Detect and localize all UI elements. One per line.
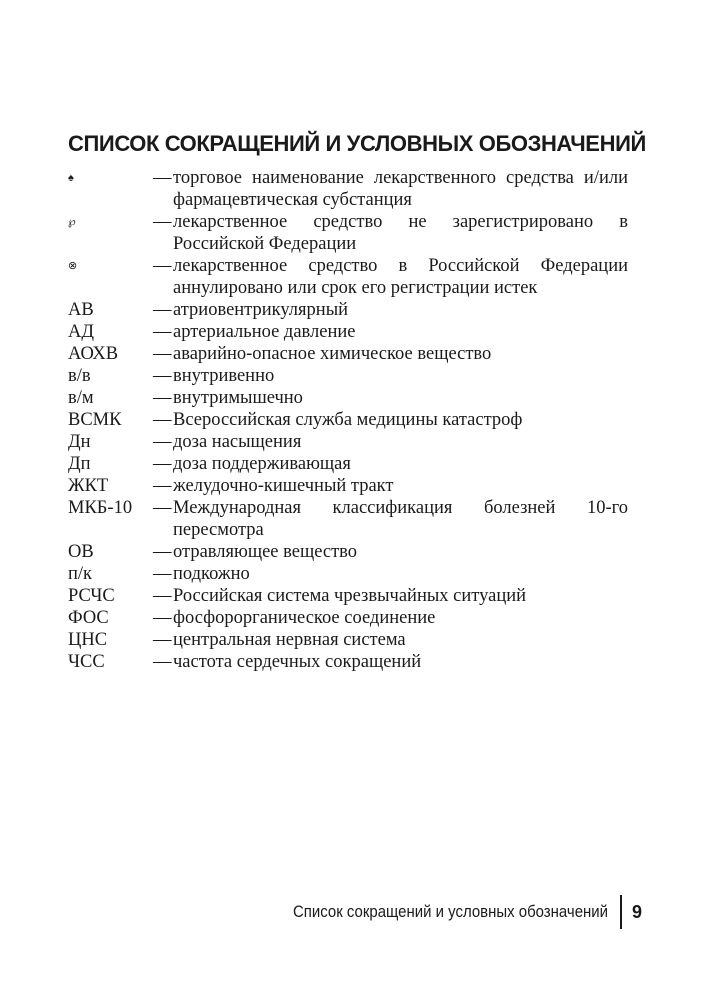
entry-abbreviation: ЦНС [68, 630, 108, 650]
entry-dash: — [153, 608, 172, 628]
entry-abbreviation: п/к [68, 564, 93, 584]
entry-abbreviation: Дп [68, 454, 91, 474]
entry-definition: Всероссийская служба медицины катастроф [173, 410, 523, 430]
abbreviation-list [68, 167, 628, 673]
list-item [68, 387, 628, 409]
list-item [68, 255, 628, 299]
entry-definition: центральная нервная система [173, 630, 406, 650]
list-item [68, 167, 628, 211]
entry-definition: лекарственное средство не зарегистрировано в Российской Федерации [173, 212, 628, 254]
entry-abbreviation: МКБ-10 [68, 498, 133, 518]
entry-abbreviation: АОХВ [68, 344, 119, 364]
entry-abbreviation: в/м [68, 388, 94, 408]
page-number: 9 [631, 901, 642, 922]
page-title: СПИСОК СОКРАЩЕНИЙ И УСЛОВНЫХ ОБОЗНАЧЕНИЙ [68, 131, 646, 156]
list-item [68, 651, 628, 673]
entry-dash: — [153, 586, 172, 606]
entry-dash: — [153, 542, 172, 562]
entry-abbreviation: ВСМК [68, 410, 122, 430]
entry-definition: торговое наименование лекарственного средства и/или фармацевтическая субстанция [173, 168, 628, 210]
entry-definition: внутривенно [173, 366, 275, 386]
entry-dash: — [153, 388, 172, 408]
entry-dash: — [153, 366, 172, 386]
entry-definition: желудочно-кишечный тракт [173, 476, 394, 496]
entry-abbreviation: ЖКТ [68, 476, 109, 496]
list-item [68, 585, 628, 607]
entry-abbreviation [68, 255, 153, 279]
entry-definition: Российская система чрезвычайных ситуаций [173, 586, 527, 606]
page-footer [250, 895, 642, 929]
entry-abbreviation: ОВ [68, 542, 94, 562]
entry-abbreviation: АВ [68, 300, 94, 320]
list-item [68, 475, 628, 497]
entry-definition: отравляющее вещество [173, 542, 358, 562]
entry-definition: аварийно-опасное химическое вещество [173, 344, 492, 364]
list-item [68, 299, 628, 321]
entry-dash: — [153, 498, 172, 518]
entry-dash: — [153, 410, 172, 430]
entry-dash: — [153, 630, 172, 650]
list-item [68, 563, 628, 585]
entry-abbreviation: РСЧС [68, 586, 115, 606]
list-item [68, 497, 628, 541]
list-item [68, 211, 628, 255]
entry-definition: фосфорорганическое соединение [173, 608, 436, 628]
entry-abbreviation [68, 211, 153, 235]
entry-definition: доза насыщения [173, 432, 302, 452]
entry-definition: подкожно [173, 564, 250, 584]
list-item [68, 453, 628, 475]
annulled-symbol-icon: ⊗ [68, 260, 78, 272]
entry-abbreviation: Дн [68, 432, 91, 452]
entry-definition: лекарственное средство в Российской Федерации аннулировано или срок его регистрации истек [173, 256, 628, 298]
list-item [68, 365, 628, 387]
trade-name-symbol-icon: ♠ [68, 172, 74, 184]
entry-definition: атриовентрикулярный [173, 300, 349, 320]
entry-dash: — [153, 168, 172, 188]
entry-dash: — [153, 454, 172, 474]
not-registered-symbol-icon: ℘ [68, 216, 76, 228]
entry-abbreviation: ЧСС [68, 652, 105, 672]
entry-definition: доза поддерживающая [173, 454, 351, 474]
entry-dash: — [153, 256, 172, 276]
entry-abbreviation: ФОС [68, 608, 109, 628]
list-item [68, 629, 628, 651]
entry-abbreviation: АД [68, 322, 94, 342]
list-item [68, 321, 628, 343]
entry-definition: Международная классификация болезней 10-го пересмотра [173, 498, 628, 540]
entry-dash: — [153, 564, 172, 584]
list-item [68, 607, 628, 629]
entry-dash: — [153, 300, 172, 320]
entry-abbreviation [68, 167, 153, 191]
entry-definition: частота сердечных сокращений [173, 652, 422, 672]
entry-dash: — [153, 432, 172, 452]
list-item [68, 541, 628, 563]
footer-divider [620, 895, 622, 929]
list-item [68, 343, 628, 365]
entry-abbreviation: в/в [68, 366, 91, 386]
entry-dash: — [153, 212, 172, 232]
entry-definition: артериальное давление [173, 322, 356, 342]
entry-definition: внутримышечно [173, 388, 303, 408]
list-item [68, 409, 628, 431]
entry-dash: — [153, 476, 172, 496]
running-footer-title: Список сокращений и условных обозначений [292, 902, 608, 921]
entry-dash: — [153, 344, 172, 364]
entry-dash: — [153, 322, 172, 342]
list-item [68, 431, 628, 453]
entry-dash: — [153, 652, 172, 672]
